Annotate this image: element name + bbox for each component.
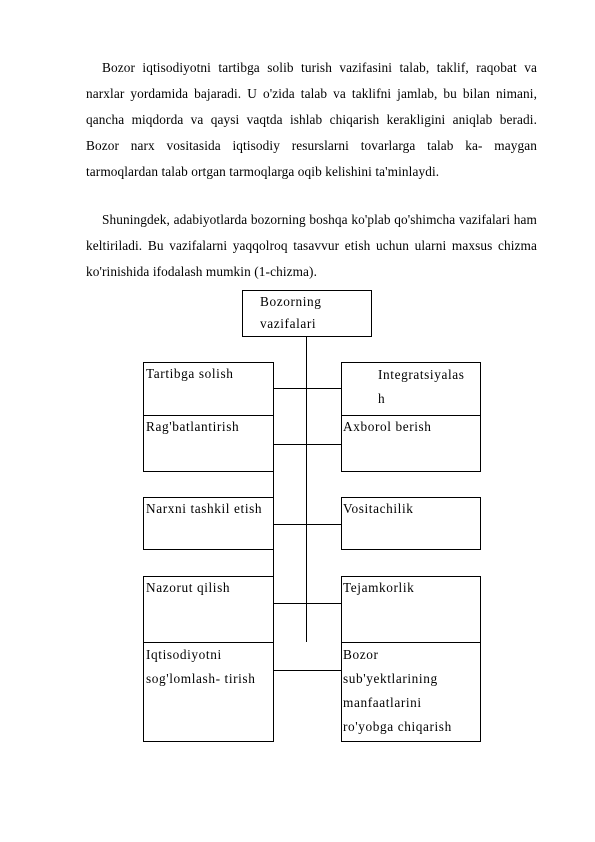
box-text: Nazorut qilish [146,580,231,595]
branch-line [273,444,341,445]
box-text: Rag'batlantirish [146,419,240,434]
function-box-right-5 [341,642,481,742]
root-box-line: Bozorning [260,294,322,309]
box-text: Axborol berish [343,419,432,434]
box-text: Integratsiyalas [378,367,465,382]
trunk-line-left [306,336,307,642]
function-box-left-1 [143,362,274,416]
box-text: h [378,391,386,406]
function-box-right-3 [341,497,481,550]
branch-line [273,388,341,389]
root-box [242,290,372,337]
function-box-left-2 [143,415,274,472]
box-text: Bozor [343,647,379,662]
function-box-left-4 [143,576,274,643]
branch-line [273,524,341,525]
box-text: Vositachilik [343,501,414,516]
box-text: manfaatlarini [343,695,422,710]
box-text: sub'yektlarining [343,671,438,686]
branch-line [273,603,341,604]
paragraph-1: Bozor iqtisodiyotni tartibga solib turish vazifasini talab, taklif, raqobat va narxlar yordamida bajaradi. U o'zida talab va taklifni jamlab, bu bilan nimani, qancha miqdorda va qaysi vaqtda ishlab chiqarish kerakligini aniqlab beradi. Bozor narx vositasida iqtisodiy resurslarni tovarlarga talab ka- maygan tarmoqlardan talab ortgan tarmoqlarga oqib kelishini ta'minlaydi. [86,60,537,179]
box-text: Narxni tashkil etish [146,501,263,516]
box-text: Tejamkorlik [343,580,415,595]
function-box-right-4 [341,576,481,643]
box-text: sog'lomlash- tirish [146,671,256,686]
function-box-right-1 [341,362,481,416]
box-text: Iqtisodiyotni [146,647,222,662]
root-box-line: vazifalari [260,316,317,331]
box-text: ro'yobga chiqarish [343,719,452,734]
function-box-right-2 [341,415,481,472]
function-box-left-3 [143,497,274,550]
box-text: Tartibga solish [146,366,234,381]
branch-line [273,670,341,671]
function-box-left-5 [143,642,274,742]
paragraph-2: Shuningdek, adabiyotlarda bozorning boshqa ko'plab qo'shimcha vazifalari ham keltiriladi. Bu vazifalarni yaqqolroq tasavvur etish uchun ularni maxsus chizma ko'rinishida ifodalash mumkin (1-chizma). [86,212,537,279]
